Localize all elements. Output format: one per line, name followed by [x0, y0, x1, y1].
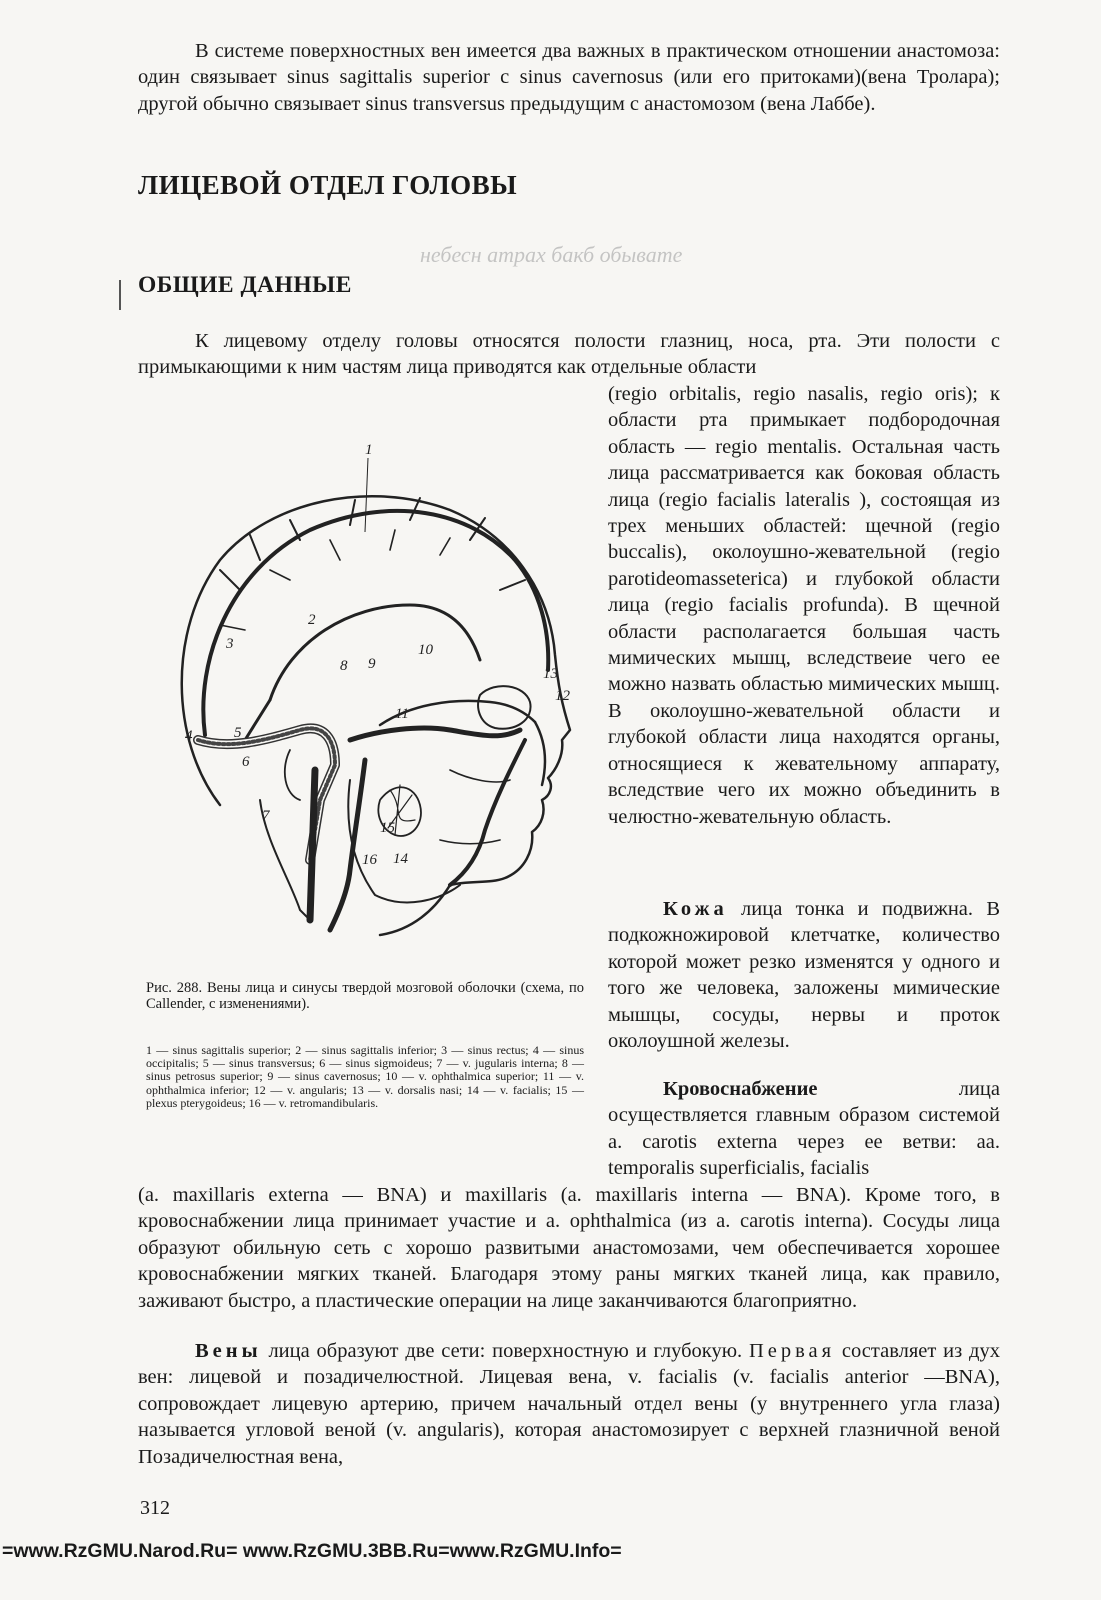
fig-label-14: 14	[393, 851, 408, 867]
skin-text: лица тонка и подвижна. В подкожножировой клетчатке, количество которой может резко изменятся у одного и того же человека, заложены мимические мышцы, сосуды, нервы и проток околоушной железы.	[608, 898, 1001, 1053]
fig-label-3: 3	[226, 636, 234, 652]
blood-supply-heading: Кровоснабжение	[663, 1078, 818, 1100]
fig-label-4: 4	[185, 728, 193, 744]
fig-label-15: 15	[380, 820, 395, 836]
fig-label-10: 10	[418, 642, 433, 658]
fig-label-13: 13	[543, 666, 558, 682]
figure-legend: 1 — sinus sagittalis superior; 2 — sinus sagittalis inferior; 3 — sinus rectus; 4 — sinus occipitalis; 5 — sinus transversus; 6 — sinus sigmoideus; 7 — v. jugularis interna; 8 — sinus petrosus superior; 9 — sinus cavernosus; 10 — v. ophthalmica superior; 11 — v. ophthalmica inferior; 12 — v. angularis; 13 — v. dorsalis nasi; 14 — v. facialis; 15 — plexus pterygoideus; 16 — v. retromandibularis.	[146, 1043, 584, 1110]
fig-label-11: 11	[395, 706, 409, 722]
veins-first: Первая	[748, 1340, 836, 1362]
veins-text-2: составляет из дух вен: лицевой и позадичелюстной. Лицевая вена, v. facialis (v. facialis anterior —BNA), сопровождает лицевую артерию, причем начальный отдел вены (у внутреннего угла глаза) называется угловой веной (v. angularis), которая анастомозирует с верхней глазничной веной Позадичелюстная вена,	[138, 1340, 1000, 1468]
page-number: 312	[140, 1497, 170, 1519]
paragraph-regions-intro: К лицевому отделу головы относятся полости глазниц, носа, рта. Эти полости с примыкающими к ним частям лица приводятся как отдельные области	[138, 330, 1000, 379]
fig-label-6: 6	[242, 754, 250, 770]
fig-label-9: 9	[368, 656, 376, 672]
fig-label-5: 5	[234, 725, 242, 741]
footer-links: =www.RzGMU.Narod.Ru= www.RzGMU.3BB.Ru=www.RzGMU.Info=	[2, 1540, 622, 1562]
paragraph-blood-supply	[608, 1076, 1000, 1182]
figure-head-veins	[150, 440, 590, 950]
margin-mark	[119, 280, 121, 310]
skin-heading: Кожа	[663, 898, 728, 920]
paragraph-regions-detail: (regio orbitalis, regio nasalis, regio oris); к области рта примыкает подбородочная область — regio mentalis. Остальная часть лица рассматривается как боковая область лица (regio facialis lateralis ), состоящая из трех меньших областей: щечной (regio buccalis), околоушно-жевательной (regio parotideomasseterica) и глубокой области лица (regio facialis profunda). В щечной области располагается большая часть мимических мышц, вследствеие чего ее можно назвать областью мимических мышц. В околоушно-жевательной области и глубокой области лица находятся органы, относящиеся к жевательному аппарату, вследствие чего их можно объединить в челюстно-жевательную область.	[608, 383, 1000, 828]
blood-supply-text: лица осуществляется главным образом системой a. carotis externa через ее ветви: aa. temporalis superficialis, facialis	[608, 1078, 1000, 1180]
fig-label-12: 12	[555, 688, 570, 704]
veins-heading: Вены	[195, 1340, 262, 1362]
paragraph-skin	[608, 896, 1000, 1054]
fig-label-1: 1	[365, 442, 373, 458]
fig-label-7: 7	[262, 808, 270, 824]
paragraph-veins	[138, 1338, 1000, 1470]
intro-paragraph: В системе поверхностных вен имеется два важных в практическом отношении анастомоза: один связывает sinus sagittalis superior с sinus cavernosus (или его притоками)(вена Тролара); другой обычно связывает sinus transversus предыдущим с анастомозом (вена Лаббе).	[138, 40, 1000, 115]
fig-label-8: 8	[340, 658, 348, 674]
veins-text: лица образуют две сети: поверхностную и глубокую.	[268, 1340, 743, 1362]
section-title: ЛИЦЕВОЙ ОТДЕЛ ГОЛОВЫ	[138, 170, 518, 200]
pencil-note: небесн атрах бакб обывате	[420, 242, 683, 267]
fig-label-16: 16	[362, 852, 377, 868]
fig-label-2: 2	[308, 612, 316, 628]
paragraph-blood-supply-cont: (a. maxillaris externa — BNA) и maxillaris (a. maxillaris interna — BNA). Кроме того, в кровоснабжении лица принимает участие и a. ophthalmica (из a. carotis interna). Сосуды лица образуют обильную сеть с хорошо развитыми анастомозами, чем обеспечивается хорошее кровоснабжении мягких тканей. Благодаря этому раны мягких тканей лица, как правило, заживают быстро, а пластические операции на лице заканчиваются благоприятно.	[138, 1184, 1000, 1312]
subsection-title: ОБЩИЕ ДАННЫЕ	[138, 272, 352, 298]
head-veins-diagram	[150, 440, 590, 950]
figure-caption: Рис. 288. Вены лица и синусы твердой мозговой оболочки (схема, по Callender, с изменениями).	[146, 979, 584, 1012]
